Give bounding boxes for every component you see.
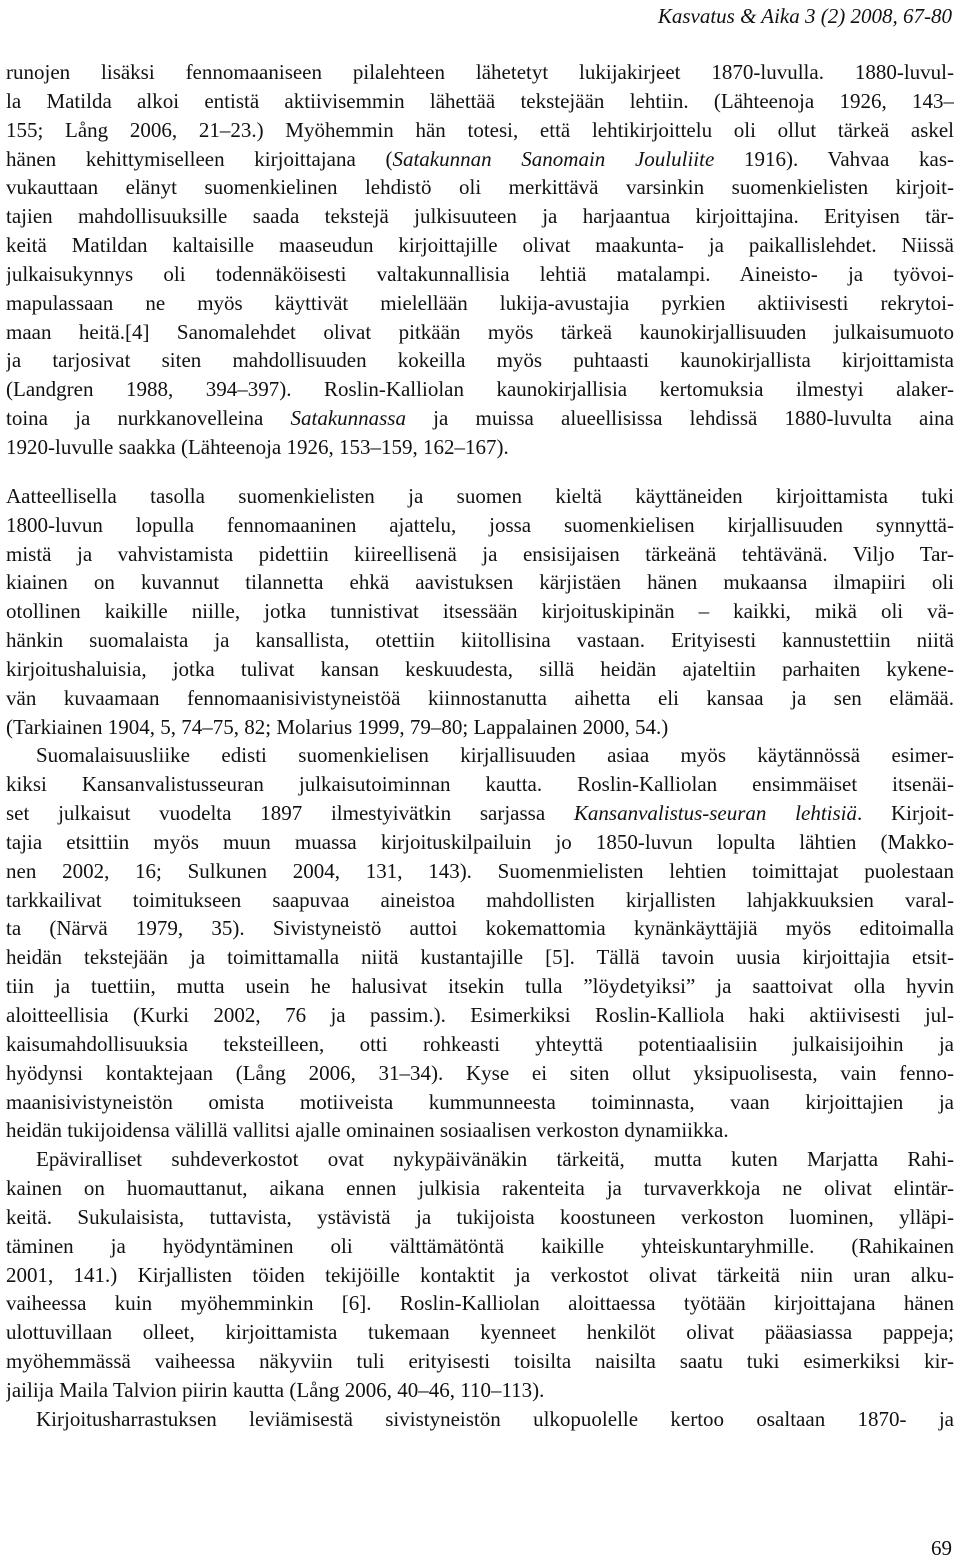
text-line: kainen on huomauttanut, aikana ennen julkisia rakenteita ja turvaverkkoja ne olivat elintär- (6, 1176, 954, 1201)
paragraph-2 (6, 482, 954, 742)
text-line: tiin ja tuettiin, mutta usein he halusivat itsekin tulla ”löydetyiksi” ja saattoivat olla hyvin (6, 974, 954, 999)
text-line: myöhemmässä vaiheessa näkyviin tuli erityisesti toisilta naisilta saatu tuki esimerkiksi kir- (6, 1349, 954, 1374)
text-line: julkaisukynnys oli todennäköisesti valtakunnallisia lehtiä matalampi. Aineisto- ja työvoi- (6, 261, 954, 286)
text-line: Suomalaisuusliike edisti suomenkielisen kirjallisuuden asiaa myös käytännössä esimer- (36, 743, 954, 768)
text-line: Aatteellisella tasolla suomenkielisten ja suomen kieltä käyttäneiden kirjoittamista tuki (6, 483, 954, 508)
text-line: hänen kehittymiselleen kirjoittajana (Satakunnan Sanomain Joululiite 1916). Vahvaa kas- (6, 146, 954, 171)
text-line: tajia etsittiin myös muun muassa kirjoituskilpailuin jo 1850-luvun lopulta lähtien (Makko- (6, 829, 954, 854)
text-line: vukauttaan elänyt suomenkielinen lehdistö oli merkittävä varsinkin suomenkielisten kirjoit- (6, 175, 954, 200)
text-line: 1800-luvun lopulla fennomaaninen ajattelu, jossa suomenkielisen kirjallisuuden synnyttä- (6, 512, 954, 537)
text-line: hyödynsi kontaktejaan (Lång 2006, 31–34). Kyse ei siten ollut yksipuolisesta, vain fenno- (6, 1060, 954, 1085)
paragraph-3 (6, 741, 954, 1145)
text-line: otollinen kaikille niille, jotka tunnistivat itsessään kirjoituskipinän – kaikki, mikä oli vä- (6, 599, 954, 624)
text-line: maan heitä.[4] Sanomalehdet olivat pitkään myös tärkeä kaunokirjallisuuden julkaisumuoto (6, 319, 954, 344)
text-line: ta (Närvä 1979, 35). Sivistyneistö auttoi kokemattomia kynänkäyttäjiä myös editoimalla (6, 916, 954, 941)
text-line: runojen lisäksi fennomaaniseen pilalehteen lähetetyt lukijakirjeet 1870-luvulla. 1880-luvul- (6, 60, 954, 84)
running-header: Kasvatus & Aika 3 (2) 2008, 67-80 (657, 4, 952, 28)
text-line: vän kuvaamaan fennomaanisivistyneistöä kiinnostanutta aihetta eli kansaa ja sen elämää. (6, 685, 954, 710)
text-line: la Matilda alkoi entistä aktiivisemmin lähettää tekstejään lehtiin. (Lähteenoja 1926, 143– (6, 88, 954, 113)
text-line: 155; Lång 2006, 21–23.) Myöhemmin hän totesi, että lehtikirjoittelu oli ollut tärkeä askel (6, 117, 954, 142)
text-line: keitä Matildan kaltaisille maaseudun kirjoittajille olivat maakunta- ja paikallislehdet. Niissä (6, 233, 954, 258)
page-number: 69 (931, 1536, 952, 1560)
newspaper-title: Satakunnan Sanomain Joululiite (392, 146, 715, 171)
text-line: 2001, 141.) Kirjallisten töiden tekijöille kontaktit ja verkostot olivat tärkeitä niin uran alku- (6, 1262, 954, 1287)
text-line: Kirjoitusharrastuksen leviämisestä sivistyneistön ulkopuolelle kertoo osaltaan 1870- ja (36, 1406, 954, 1431)
text-line: kirjoitushaluisia, jotka tulivat kansan keskuudesta, sillä heidän ajateltiin parhaiten kykene- (6, 656, 954, 681)
text-line: kiainen on kuvannut tilannetta ehkä aavistuksen kärjistäen hänen mukaansa ilmapiiri oli (6, 570, 954, 595)
newspaper-title: Satakunnassa (290, 406, 406, 431)
text-line: heidän tukijoidensa välillä vallitsi ajalle ominainen sosiaalisen verkoston dynamiikka. (6, 1118, 729, 1143)
text-line: vaiheessa kuin myöhemminkin [6]. Roslin-Kalliolan aloittaessa työtään kirjoittajana hänen (6, 1291, 954, 1316)
text-line: täminen ja hyödyntäminen oli välttämätöntä kaikille yhteiskuntaryhmille. (Rahikainen (6, 1233, 954, 1258)
paragraph-5 (6, 1405, 954, 1434)
text-line: nen 2002, 16; Sulkunen 2004, 131, 143). Suomenmielisten lehtien toimittajat puolestaan (6, 858, 954, 883)
text-line: kaisumahdollisuuksia teksteilleen, otti rohkeasti yhteyttä potentiaalisiin julkaisijoihin ja (6, 1031, 954, 1056)
text-line: heidän tekstejään ja toimittamalla niitä kustantajille [5]. Tällä tavoin uusia kirjoittajia etsit- (6, 945, 954, 970)
text-line: (Landgren 1988, 394–397). Roslin-Kalliolan kaunokirjallisia kertomuksia ilmestyi alaker- (6, 377, 954, 402)
text-line: tarkkailivat toimitukseen saapuvaa aineistoa mahdollisten kirjallisten lahjakkuuksien varal- (6, 887, 954, 912)
text-line: mistä ja vahvistamista pidettiin kiireellisenä ja ensisijaisen tärkeänä tehtävänä. Viljo Tar- (6, 541, 954, 566)
text-line: hänkin suomalaista ja kansallista, otettiin kiitollisina vastaan. Erityisesti kannustettiin niitä (6, 628, 954, 653)
text-line: Epäviralliset suhdeverkostot ovat nykypäivänäkin tärkeitä, mutta kuten Marjatta Rahi- (36, 1147, 954, 1172)
text-line: aloitteellisia (Kurki 2002, 76 ja passim.). Esimerkiksi Roslin-Kalliola haki aktiivisesti jul- (6, 1003, 954, 1027)
text-line: mapulassaan ne myös käyttivät mielellään lukija-avustajia pyrkien aktiivisesti rekrytoi- (6, 290, 954, 315)
text-line: keitä. Sukulaisista, tuttavista, ystävistä ja tukijoista koostuneen verkoston luominen, ylläpi- (6, 1204, 954, 1229)
text-line: tajien mahdollisuuksille saada tekstejä julkisuuteen ja harjaantua kirjoittajina. Erityisen tär- (6, 204, 954, 229)
text-line: set julkaisut vuodelta 1897 ilmestyivätkin sarjassa Kansanvalistus-seuran lehtisiä. Kirjoit- (6, 801, 954, 826)
text-line: 1920-luvulle saakka (Lähteenoja 1926, 153–159, 162–167). (6, 434, 509, 459)
text-line: maanisivistyneistön omista motiiveista kummunneesta toiminnasta, vaan kirjoittajien ja (6, 1089, 954, 1114)
text-line: (Tarkiainen 1904, 5, 74–75, 82; Molarius 1999, 79–80; Lappalainen 2000, 54.) (6, 714, 669, 739)
article-body (6, 58, 954, 1434)
text-line: ulottuvillaan olleet, kirjoittamista tukemaan kyenneet henkilöt olivat pääasiassa pappeja; (6, 1320, 954, 1345)
paragraph-1 (6, 58, 954, 462)
text-line: kiksi Kansanvalistusseuran julkaisutoiminnan kautta. Roslin-Kalliolan ensimmäiset itsenäi- (6, 772, 954, 797)
series-title: Kansanvalistus-seuran lehtisiä (573, 801, 858, 826)
paragraph-4 (6, 1145, 954, 1405)
text-line: jailija Maila Talvion piirin kautta (Lång 2006, 40–46, 110–113). (6, 1377, 545, 1402)
text-line: toina ja nurkkanovelleina Satakunnassa ja muissa alueellisissa lehdissä 1880-luvulta aina (6, 406, 954, 431)
text-line: ja tarjosivat siten mahdollisuuden kokeilla myös puhtaasti kaunokirjallista kirjoittamista (6, 348, 954, 373)
